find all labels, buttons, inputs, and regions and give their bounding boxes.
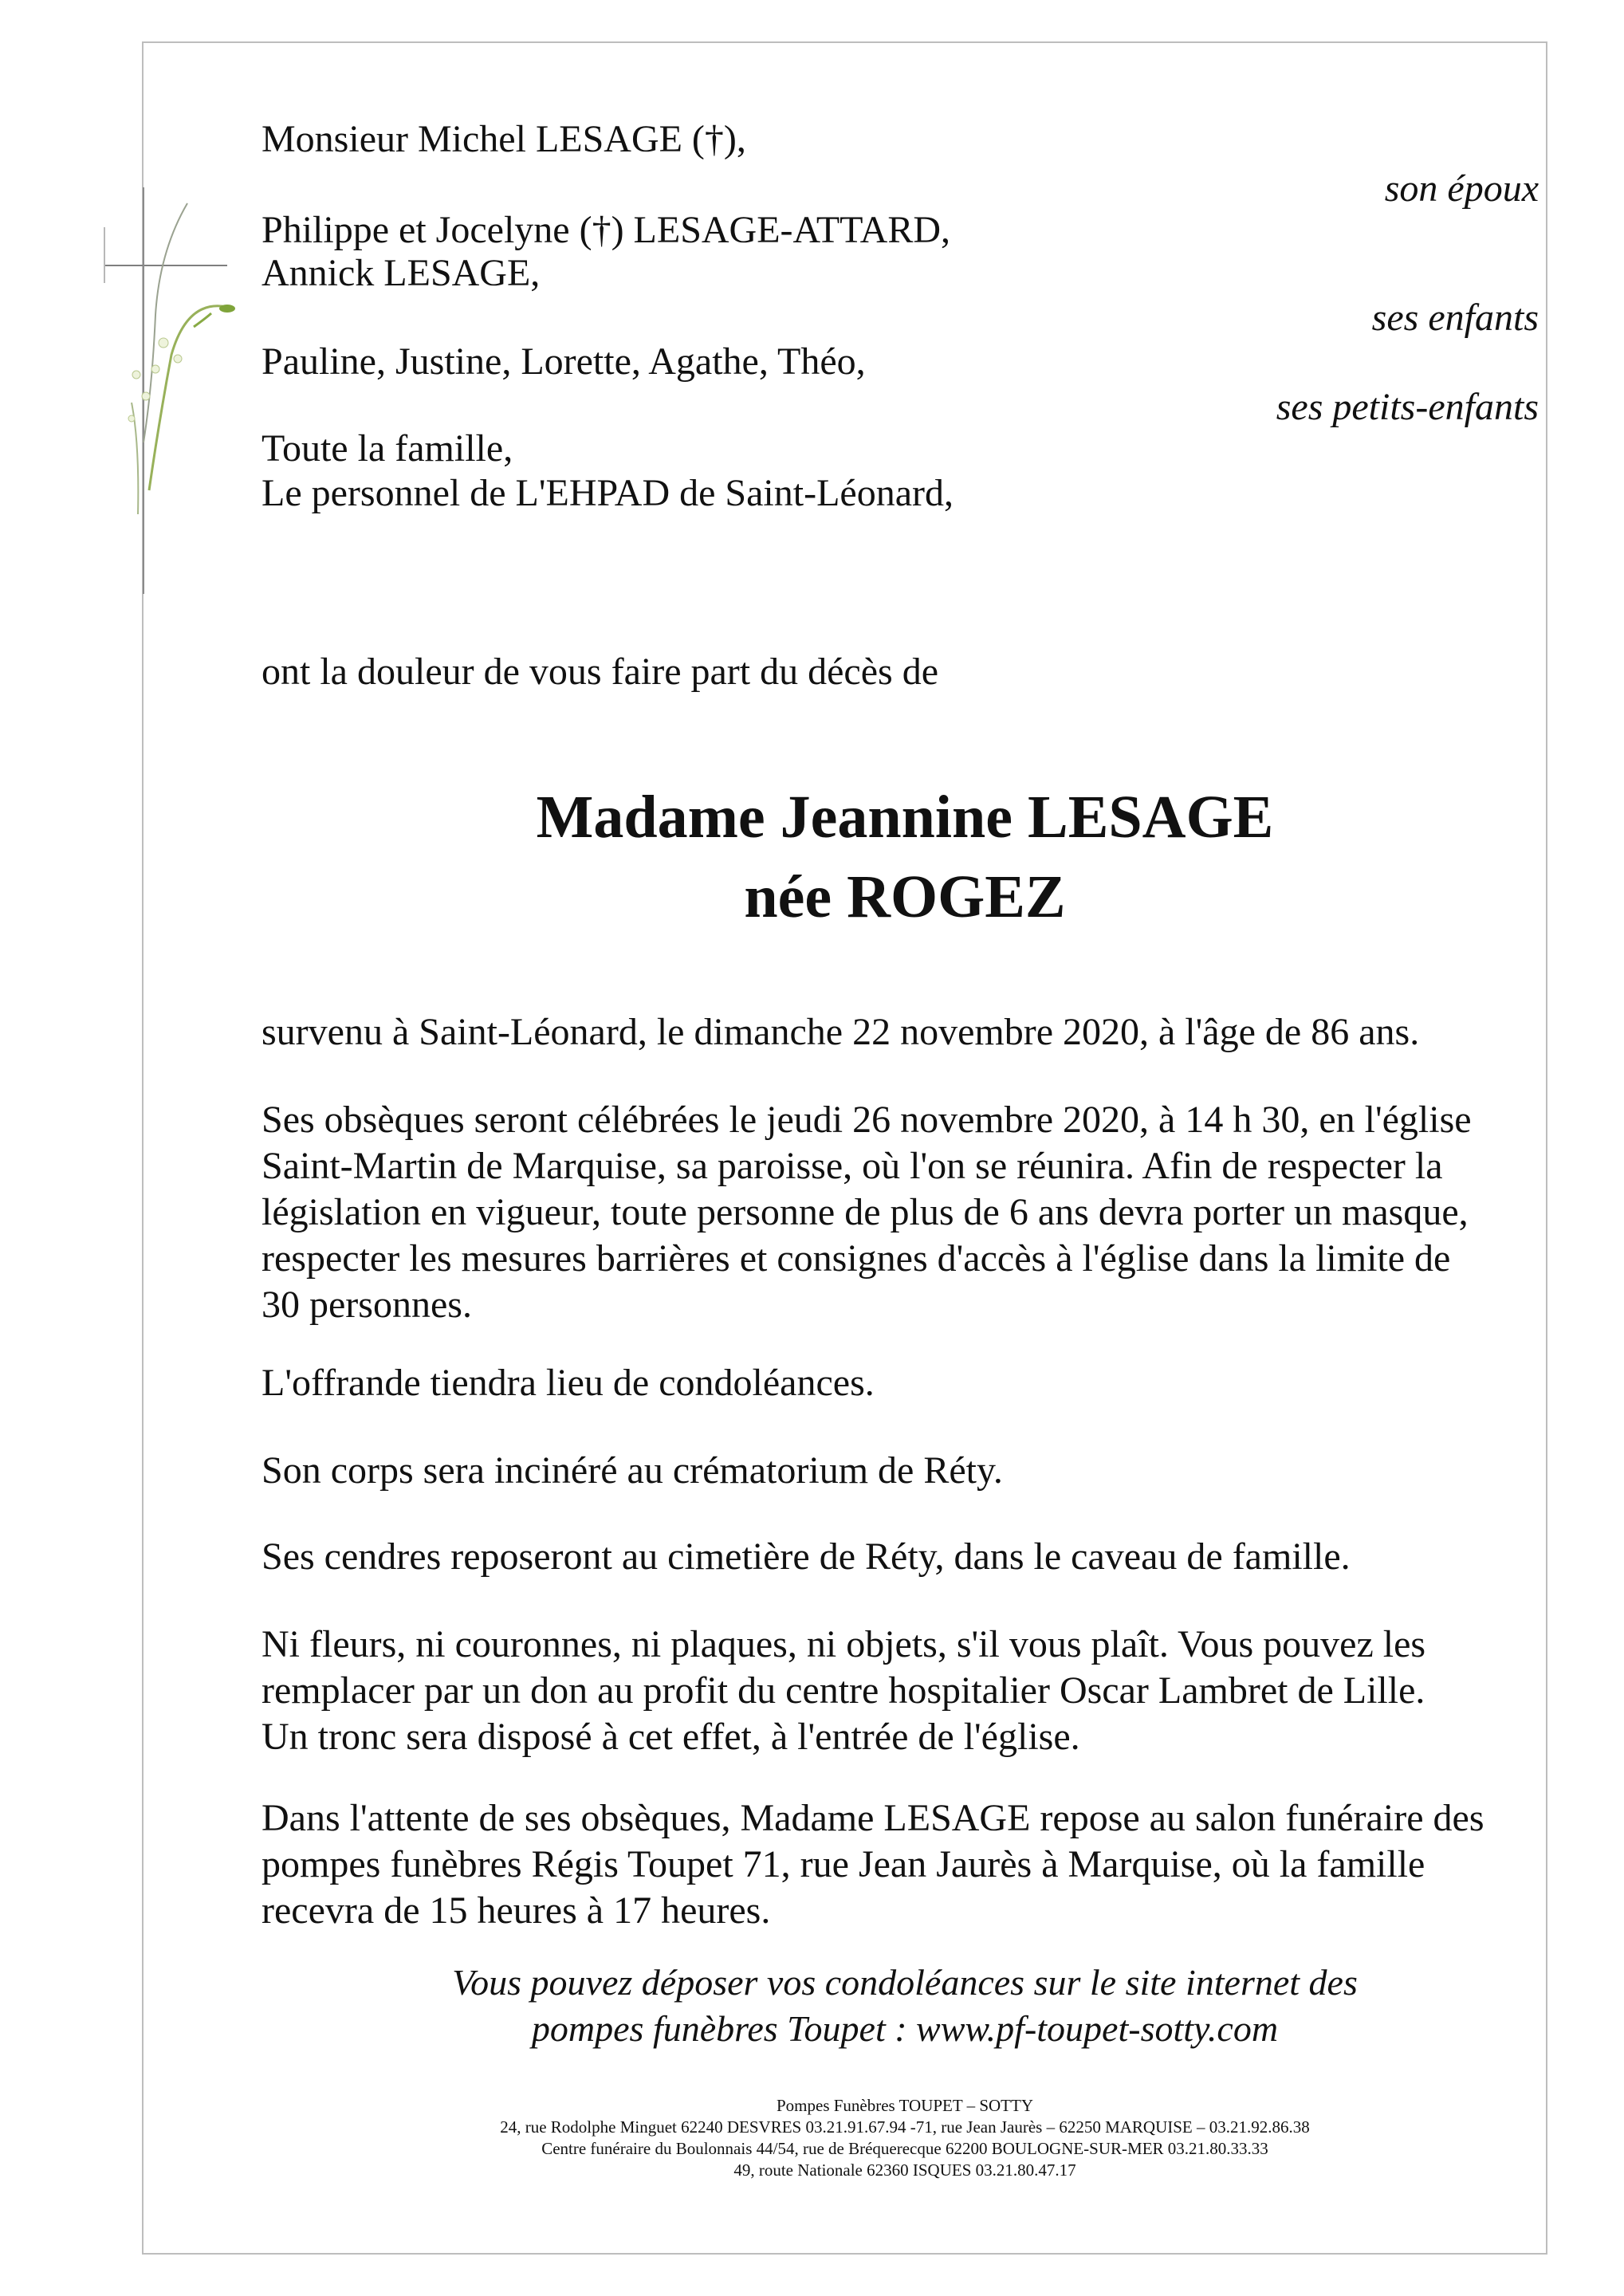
family-children-1: Philippe et Jocelyne (†) LESAGE-ATTARD, bbox=[261, 209, 950, 251]
ashes-paragraph bbox=[261, 1534, 1351, 1580]
family-children-2: Annick LESAGE, bbox=[261, 252, 541, 294]
text-line: Un tronc sera disposé à cet effet, à l'entrée de l'église. bbox=[261, 1716, 1080, 1758]
family-spouse: Monsieur Michel LESAGE (†), bbox=[261, 118, 746, 160]
family-grandchildren: Pauline, Justine, Lorette, Agathe, Théo, bbox=[261, 340, 866, 383]
footer-line: 24, rue Rodolphe Minguet 62240 DESVRES 03.21.91.67.94 -71, rue Jean Jaurès – 62250 MARQUISE – 03.21.92.86.38 bbox=[500, 2117, 1310, 2137]
text-line: survenu à Saint-Léonard, le dimanche 22 novembre 2020, à l'âge de 86 ans. bbox=[261, 1011, 1420, 1053]
text-line: Ses cendres reposeront au cimetière de Réty, dans le caveau de famille. bbox=[261, 1535, 1351, 1578]
condolences-note bbox=[279, 1960, 1531, 2052]
text-line: législation en vigueur, toute personne de plus de 6 ans devra porter un masque, bbox=[261, 1191, 1469, 1233]
family-others: Toute la famille, bbox=[261, 427, 513, 470]
footer-line: 49, route Nationale 62360 ISQUES 03.21.80.47.17 bbox=[733, 2160, 1076, 2180]
text-line: pompes funèbres Régis Toupet 71, rue Jean Jaurès à Marquise, où la famille bbox=[261, 1843, 1425, 1885]
role-children: ses enfants bbox=[1371, 297, 1539, 339]
condolences-line: Vous pouvez déposer vos condoléances sur le site internet des bbox=[452, 1962, 1358, 2003]
role-spouse: son époux bbox=[1384, 167, 1539, 210]
text-line: Dans l'attente de ses obsèques, Madame LESAGE repose au salon funéraire des bbox=[261, 1797, 1484, 1839]
death-paragraph bbox=[261, 1009, 1419, 1056]
flowers-paragraph bbox=[261, 1622, 1425, 1760]
cremation-paragraph bbox=[261, 1448, 1003, 1494]
text-line: remplacer par un don au profit du centre hospitalier Oscar Lambret de Lille. bbox=[261, 1669, 1425, 1712]
deceased-maiden-name: née ROGEZ bbox=[744, 863, 1066, 930]
text-line: Son corps sera incinéré au crématorium de Réty. bbox=[261, 1449, 1003, 1492]
footer-line: Centre funéraire du Boulonnais 44/54, rue de Bréquerecque 62200 BOULOGNE-SUR-MER 03.21.80.33.33 bbox=[541, 2139, 1268, 2158]
funeral-paragraph bbox=[261, 1097, 1472, 1328]
text-line: 30 personnes. bbox=[261, 1284, 472, 1326]
role-grandchildren: ses petits-enfants bbox=[1276, 386, 1539, 428]
deceased-name: Madame Jeannine LESAGE bbox=[536, 784, 1274, 851]
text-line: L'offrande tiendra lieu de condoléances. bbox=[261, 1362, 875, 1404]
text-line: Saint-Martin de Marquise, sa paroisse, où l'on se réunira. Afin de respecter la bbox=[261, 1145, 1443, 1187]
offering-paragraph bbox=[261, 1360, 875, 1406]
family-staff: Le personnel de L'EHPAD de Saint-Léonard, bbox=[261, 472, 954, 514]
rest-paragraph bbox=[261, 1795, 1484, 1934]
footer-line: Pompes Funèbres TOUPET – SOTTY bbox=[776, 2096, 1033, 2115]
text-line: recevra de 15 heures à 17 heures. bbox=[261, 1889, 771, 1932]
text-line: respecter les mesures barrières et consignes d'accès à l'église dans la limite de bbox=[261, 1237, 1451, 1280]
condolences-line: pompes funèbres Toupet : www.pf-toupet-sotty.com bbox=[531, 2008, 1279, 2049]
announcement: ont la douleur de vous faire part du décès de bbox=[261, 651, 939, 693]
funeral-home-footer bbox=[279, 2095, 1531, 2181]
text-line: Ni fleurs, ni couronnes, ni plaques, ni objets, s'il vous plaît. Vous pouvez les bbox=[261, 1623, 1426, 1665]
text-line: Ses obsèques seront célébrées le jeudi 26 novembre 2020, à 14 h 30, en l'église bbox=[261, 1099, 1472, 1141]
